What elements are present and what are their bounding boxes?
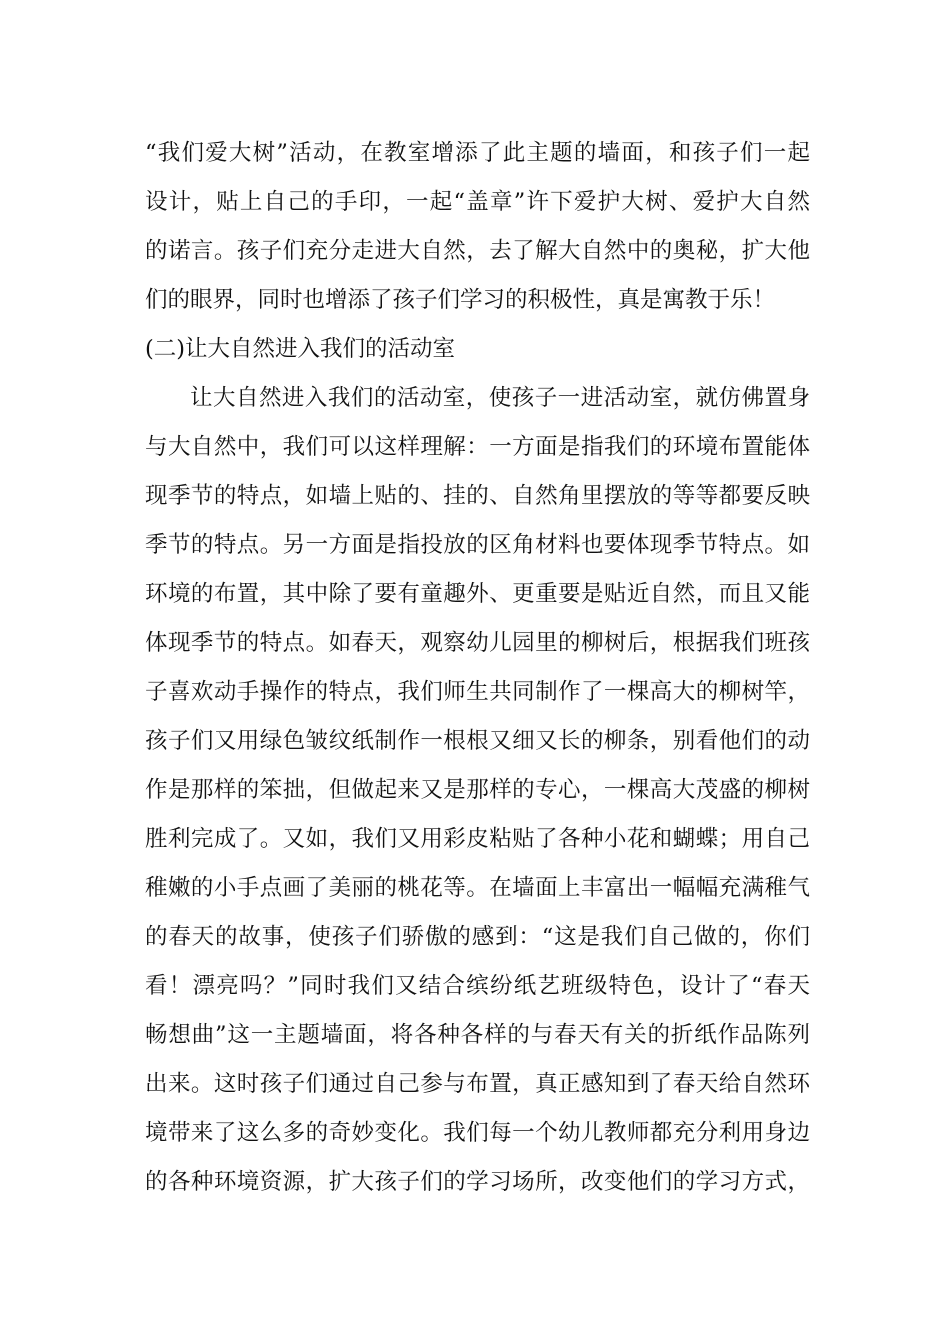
- paragraph-line: 的诺言。孩子们充分走进大自然，去了解大自然中的奥秘，扩大他: [145, 238, 810, 264]
- paragraph-line: 环境的布置，其中除了要有童趣外、更重要是贴近自然，而且又能: [145, 581, 810, 607]
- section-heading: (二)让大自然进入我们的活动室: [145, 336, 456, 362]
- paragraph-line: 境带来了这么多的奇妙变化。我们每一个幼儿教师都充分利用身边: [145, 1120, 810, 1146]
- paragraph-line: 的春天的故事，使孩子们骄傲的感到：“这是我们自己做的，你们: [145, 924, 810, 950]
- paragraph-line: 畅想曲”这一主题墙面，将各种各样的与春天有关的折纸作品陈列: [145, 1022, 810, 1048]
- paragraph-line: 稚嫩的小手点画了美丽的桃花等。在墙面上丰富出一幅幅充满稚气: [145, 875, 810, 901]
- paragraph-line: 孩子们又用绿色皱纹纸制作一根根又细又长的柳条，别看他们的动: [145, 728, 810, 754]
- paragraph-line: 看！漂亮吗？”同时我们又结合缤纷纸艺班级特色，设计了“春天: [145, 973, 810, 999]
- paragraph-line: 的各种环境资源，扩大孩子们的学习场所，改变他们的学习方式，: [145, 1169, 810, 1195]
- paragraph-line: “我们爱大树”活动，在教室增添了此主题的墙面，和孩子们一起: [145, 140, 810, 166]
- paragraph-line: 出来。这时孩子们通过自己参与布置，真正感知到了春天给自然环: [145, 1071, 810, 1097]
- paragraph-line: 让大自然进入我们的活动室，使孩子一进活动室，就仿佛置身: [190, 385, 810, 411]
- paragraph-line: 设计，贴上自己的手印，一起“盖章”许下爱护大树、爱护大自然: [145, 189, 810, 215]
- paragraph-line: 子喜欢动手操作的特点，我们师生共同制作了一棵高大的柳树竿，: [145, 679, 810, 705]
- paragraph-line: 们的眼界，同时也增添了孩子们学习的积极性，真是寓教于乐！: [145, 287, 776, 313]
- paragraph-line: 胜利完成了。又如，我们又用彩皮粘贴了各种小花和蝴蝶；用自己: [145, 826, 810, 852]
- paragraph-line: 作是那样的笨拙，但做起来又是那样的专心，一棵高大茂盛的柳树: [145, 777, 810, 803]
- paragraph-line: 体现季节的特点。如春天，观察幼儿园里的柳树后，根据我们班孩: [145, 630, 810, 656]
- paragraph-line: 与大自然中，我们可以这样理解：一方面是指我们的环境布置能体: [145, 434, 810, 460]
- paragraph-line: 现季节的特点，如墙上贴的、挂的、自然角里摆放的等等都要反映: [145, 483, 810, 509]
- paragraph-line: 季节的特点。另一方面是指投放的区角材料也要体现季节特点。如: [145, 532, 810, 558]
